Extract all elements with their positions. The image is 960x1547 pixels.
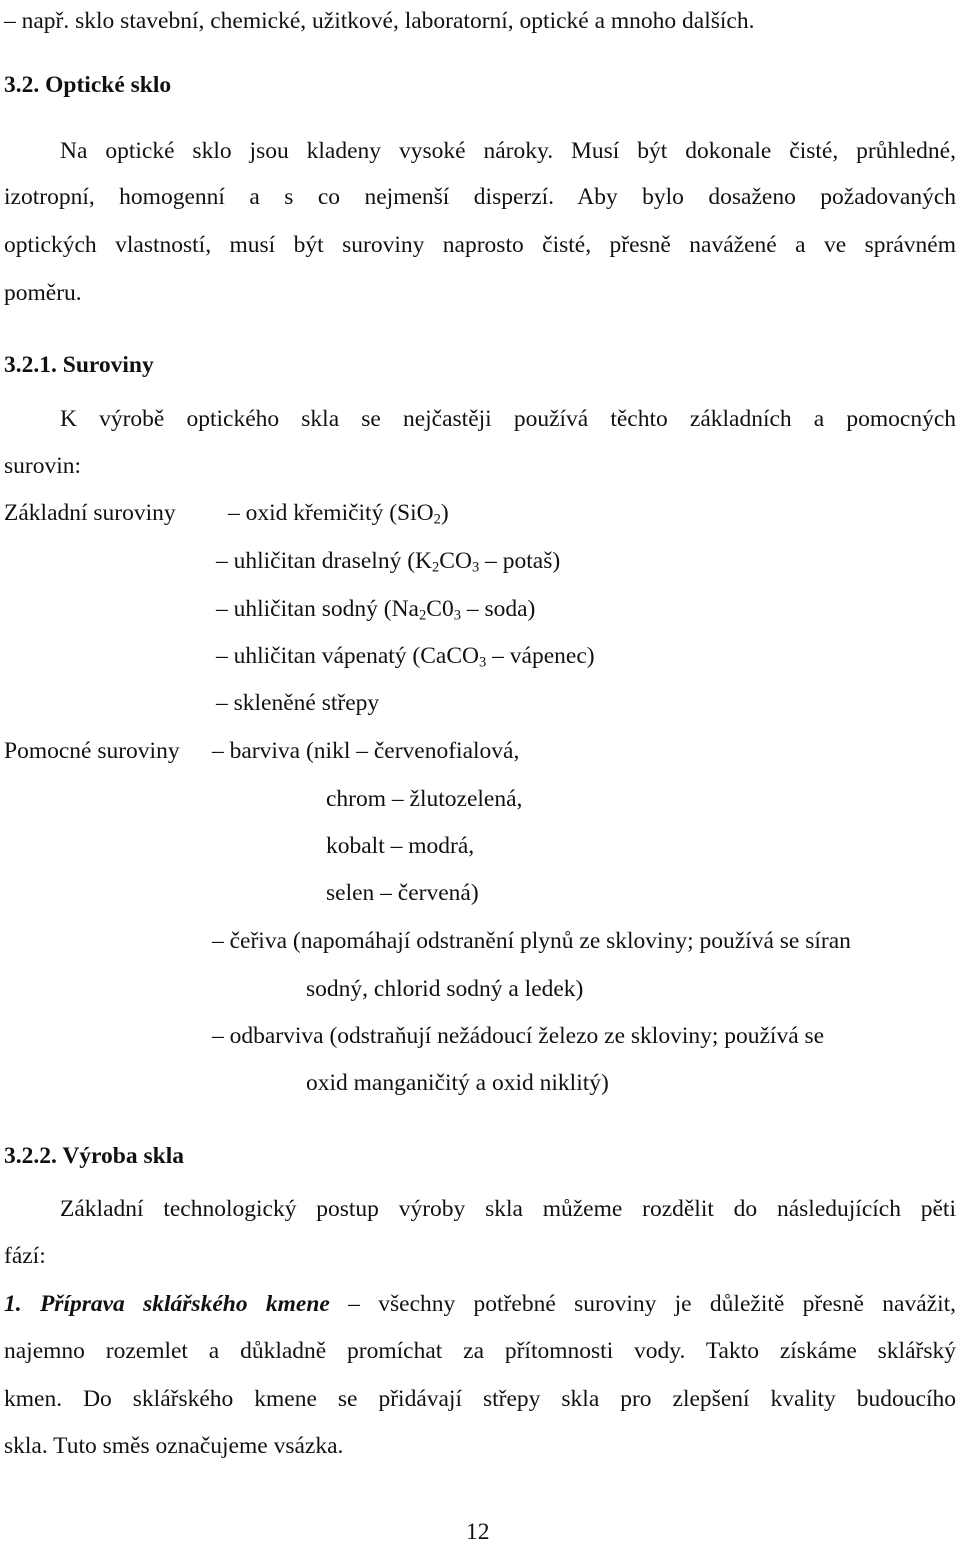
paragraph-line: Základní technologický postup výroby skla můžeme rozdělit do následujících pěti xyxy=(60,1196,956,1222)
aux-decolor-line: oxid manganičitý a oxid niklitý) xyxy=(306,1070,609,1096)
aux-dye-line: – barviva (nikl – červenofialová, xyxy=(212,738,520,764)
paragraph-line: kmen. Do sklářského kmene se přidávají střepy skla pro zlepšení kvality budoucího xyxy=(4,1386,956,1412)
paragraph-line: Na optické sklo jsou kladeny vysoké nároky. Musí být dokonale čisté, průhledné, xyxy=(60,138,956,164)
page-number: 12 xyxy=(466,1519,490,1545)
basic-material-item: – uhličitan sodný ($Na_2C0_3$ – soda) xyxy=(216,596,536,624)
step1-first-line: 1. Příprava sklářského kmene – všechny potřebné suroviny je důležitě přesně navážit, xyxy=(4,1291,956,1317)
basic-material-item: – skleněné střepy xyxy=(216,690,380,716)
paragraph-line: izotropní, homogenní a s co nejmenší disperzí. Aby bylo dosaženo požadovaných xyxy=(4,184,956,210)
paragraph-line: K výrobě optického skla se nejčastěji používá těchto základních a pomocných xyxy=(60,406,956,432)
aux-fining-line: sodný, chlorid sodný a ledek) xyxy=(306,976,584,1002)
step1-title: 1. Příprava sklářského kmene xyxy=(4,1291,330,1317)
aux-dye-line: kobalt – modrá, xyxy=(326,833,475,859)
paragraph-line: surovin: xyxy=(4,453,82,479)
aux-dye-line: chrom – žlutozelená, xyxy=(326,786,523,812)
basic-material-item: – uhličitan draselný ($K_2CO_3$ – potaš) xyxy=(216,548,561,576)
basic-materials-label: Základní suroviny xyxy=(4,500,176,526)
paragraph-line: fází: xyxy=(4,1243,46,1269)
section-heading-3-2-1: 3.2.1. Suroviny xyxy=(4,352,154,378)
paragraph-line: najemno rozemlet a důkladně promíchat za přítomnosti vody. Takto získáme sklářský xyxy=(4,1338,956,1364)
paragraph-line: skla. Tuto směs označujeme vsázka. xyxy=(4,1433,344,1459)
intro-line: – např. sklo stavební, chemické, užitkové, laboratorní, optické a mnoho dalších. xyxy=(4,8,755,34)
aux-decolor-line: – odbarviva (odstraňují nežádoucí železo ze skloviny; používá se xyxy=(212,1023,825,1049)
section-heading-3-2-2: 3.2.2. Výroba skla xyxy=(4,1143,184,1169)
basic-material-item: – uhličitan vápenatý (CaCO$_3$ – vápenec) xyxy=(216,643,595,671)
basic-material-item: – oxid křemičitý (SiO$_2$) xyxy=(228,500,449,528)
aux-dye-line: selen – červená) xyxy=(326,880,479,906)
aux-fining-line: – čeřiva (napomáhají odstranění plynů ze skloviny; používá se síran xyxy=(212,928,851,954)
aux-materials-label: Pomocné suroviny xyxy=(4,738,180,764)
section-heading-3-2: 3.2. Optické sklo xyxy=(4,72,172,98)
paragraph-line: poměru. xyxy=(4,280,82,306)
paragraph-line: optických vlastností, musí být suroviny naprosto čisté, přesně navážené a ve správném xyxy=(4,232,956,258)
